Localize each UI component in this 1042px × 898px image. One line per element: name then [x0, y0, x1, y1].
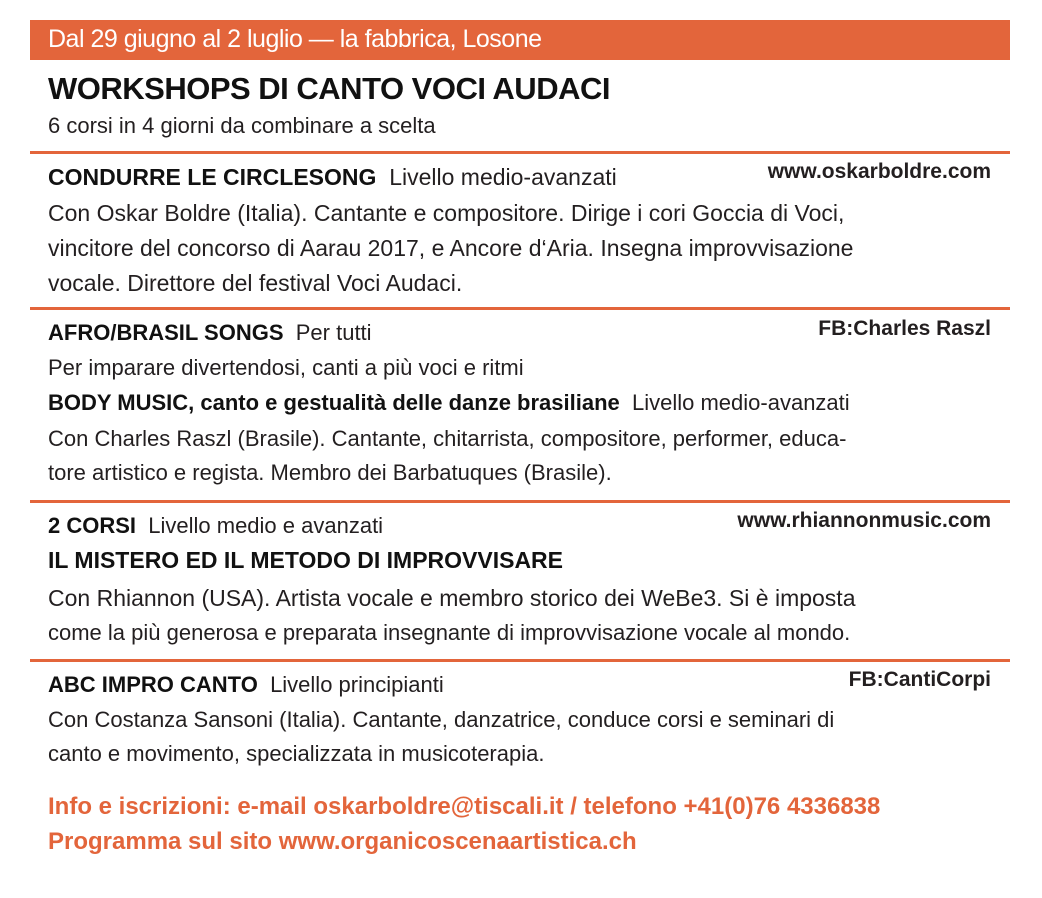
- section-divider: [30, 500, 1010, 503]
- section-3-link[interactable]: www.rhiannonmusic.com: [737, 509, 991, 532]
- section-divider: [30, 659, 1010, 662]
- page-title: WORKSHOPS DI CANTO VOCI AUDACI: [48, 71, 610, 106]
- section-2-body-line: tore artistico e regista. Membro dei Barbatuques (Brasile).: [48, 460, 612, 485]
- section-2-heading-2: BODY MUSIC, canto e gestualità delle danze brasiliane: [48, 390, 620, 415]
- section-4-body-line: Con Costanza Sansoni (Italia). Cantante, danzatrice, conduce corsi e seminari di: [48, 707, 835, 732]
- section-4-title-line: [48, 670, 444, 700]
- page-subtitle: 6 corsi in 4 giorni da combinare a scelta: [48, 113, 436, 138]
- section-1-body-line: vincitore del concorso di Aarau 2017, e Ancore d‘Aria. Insegna improvvisazione: [48, 235, 854, 261]
- section-2-subtitle-line: [48, 388, 850, 418]
- section-4-heading: ABC IMPRO CANTO: [48, 672, 258, 697]
- section-2-title-line: [48, 318, 372, 348]
- website-info[interactable]: Programma sul sito www.organicoscenaartistica.ch: [48, 828, 637, 855]
- section-3-body-line: come la più generosa e preparata insegnante di improvvisazione vocale al mondo.: [48, 620, 851, 645]
- section-4-link[interactable]: FB:CantiCorpi: [848, 668, 991, 691]
- section-1-heading: CONDURRE LE CIRCLESONG: [48, 164, 377, 190]
- section-2-level-2: Livello medio-avanzati: [632, 390, 850, 415]
- section-divider: [30, 307, 1010, 310]
- section-4-body-line: canto e movimento, specializzata in musicoterapia.: [48, 741, 545, 766]
- section-3-title-line: [48, 511, 383, 541]
- section-3-level: Livello medio e avanzati: [148, 513, 384, 538]
- section-3-body-line: Con Rhiannon (USA). Artista vocale e membro storico dei WeBe3. Si è imposta: [48, 585, 856, 611]
- section-1-link[interactable]: www.oskarboldre.com: [767, 160, 991, 183]
- section-2-body-line: Con Charles Raszl (Brasile). Cantante, chitarrista, compositore, performer, educa-: [48, 426, 847, 451]
- section-2-intro: Per imparare divertendosi, canti a più voci e ritmi: [48, 355, 524, 380]
- section-2-heading: AFRO/BRASIL SONGS: [48, 320, 284, 345]
- section-1-level: Livello medio-avanzati: [389, 164, 617, 190]
- section-1-body-line: Con Oskar Boldre (Italia). Cantante e compositore. Dirige i cori Goccia di Voci,: [48, 200, 845, 226]
- section-1-title-line: [48, 162, 617, 192]
- section-1-body-line: vocale. Direttore del festival Voci Audaci.: [48, 270, 463, 296]
- contact-info[interactable]: Info e iscrizioni: e-mail oskarboldre@tiscali.it / telefono +41(0)76 4336838: [48, 793, 881, 820]
- section-3-heading: 2 CORSI: [48, 513, 137, 538]
- section-3-subtitle-line: [48, 545, 563, 575]
- section-divider: [30, 151, 1010, 154]
- date-location-text: Dal 29 giugno al 2 luglio — la fabbrica, Losone: [48, 25, 542, 53]
- section-4-level: Livello principianti: [270, 672, 444, 697]
- section-2-level: Per tutti: [295, 320, 372, 345]
- section-3-heading-2: IL MISTERO ED IL METODO DI IMPROVVISARE: [48, 547, 564, 573]
- section-2-link[interactable]: FB:Charles Raszl: [818, 317, 991, 340]
